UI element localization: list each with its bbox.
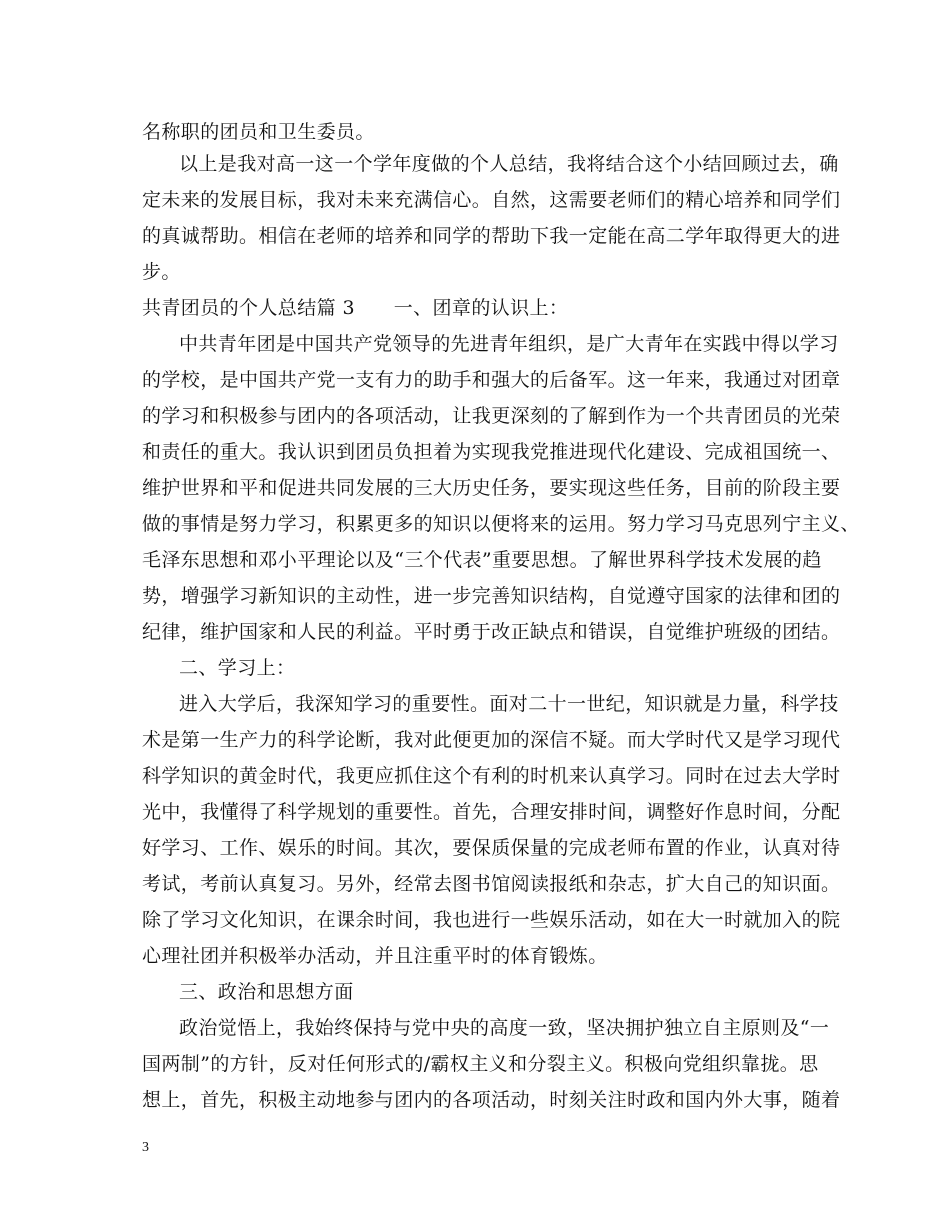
text-line: 科学知识的黄金时代，我更应抓住这个有利的时机来认真学习。同时在过去大学时 [142,765,841,787]
text-line: 心理社团并积极举办活动，并且注重平时的体育锻炼。 [142,945,608,967]
section-heading: 三、政治和思想方面 [179,981,354,1003]
text-line: 考试，考前认真复习。另外，经常去图书馆阅读报纸和杂志，扩大自己的知识面。 [142,873,841,895]
text-line: 和责任的重大。我认识到团员负担着为实现我党推进现代化建设、完成祖国统一、 [142,441,841,463]
text-line: 毛泽东思想和邓小平理论以及“三个代表”重要思想。了解世界科学技术发展的趋 [142,549,822,571]
text-line: 势，增强学习新知识的主动性，进一步完善知识结构，自觉遵守国家的法律和团的 [142,585,841,607]
text-line: 进入大学后，我深知学习的重要性。面对二十一世纪，知识就是力量，科学技 [179,693,839,715]
text-line: 国两制”的方针，反对任何形式的/霸权主义和分裂主义。积极向党组织靠拢。思 [142,1053,819,1075]
text-line: 纪律，维护国家和人民的利益。平时勇于改正缺点和错误，自觉维护班级的团结。 [142,621,841,643]
text-line: 的学校，是中国共产党一支有力的助手和强大的后备军。这一年来，我通过对团章 [142,369,841,391]
text-line: 做的事情是努力学习，积累更多的知识以便将来的运用。努力学习马克思列宁主义、 [142,513,860,535]
text-line: 定未来的发展目标，我对未来充满信心。自然，这需要老师们的精心培养和同学们 [142,189,841,211]
text-line: 光中，我懂得了科学规划的重要性。首先，合理安排时间，调整好作息时间，分配 [142,801,841,823]
section-heading: 二、学习上： [179,657,296,679]
text-line: 的真诚帮助。相信在老师的培养和同学的帮助下我一定能在高二学年取得更大的进 [142,225,841,247]
section-heading: 共青团员的个人总结篇 3 一、团章的认识上： [142,297,569,319]
text-line: 名称职的团员和卫生委员。 [142,121,375,143]
text-line: 步。 [142,261,181,283]
text-line: 以上是我对高一这一个学年度做的个人总结，我将结合这个小结回顾过去，确 [179,153,839,175]
text-line: 维护世界和平和促进共同发展的三大历史任务，要实现这些任务，目前的阶段主要 [142,477,841,499]
text-line: 想上，首先，积极主动地参与团内的各项活动，时刻关注时政和国内外大事，随着 [142,1089,841,1111]
text-line: 政治觉悟上，我始终保持与党中央的高度一致，坚决拥护独立自主原则及“一 [179,1017,830,1039]
text-line: 的学习和积极参与团内的各项活动，让我更深刻的了解到作为一个共青团员的光荣 [142,405,841,427]
text-line: 除了学习文化知识，在课余时间，我也进行一些娱乐活动，如在大一时就加入的院 [142,909,841,931]
page-number: 3 [142,1140,149,1155]
text-line: 好学习、工作、娱乐的时间。其次，要保质保量的完成老师布置的作业，认真对待 [142,837,841,859]
text-line: 中共青年团是中国共产党领导的先进青年组织，是广大青年在实践中得以学习 [179,333,839,355]
text-line: 术是第一生产力的科学论断，我对此便更加的深信不疑。而大学时代又是学习现代 [142,729,841,751]
